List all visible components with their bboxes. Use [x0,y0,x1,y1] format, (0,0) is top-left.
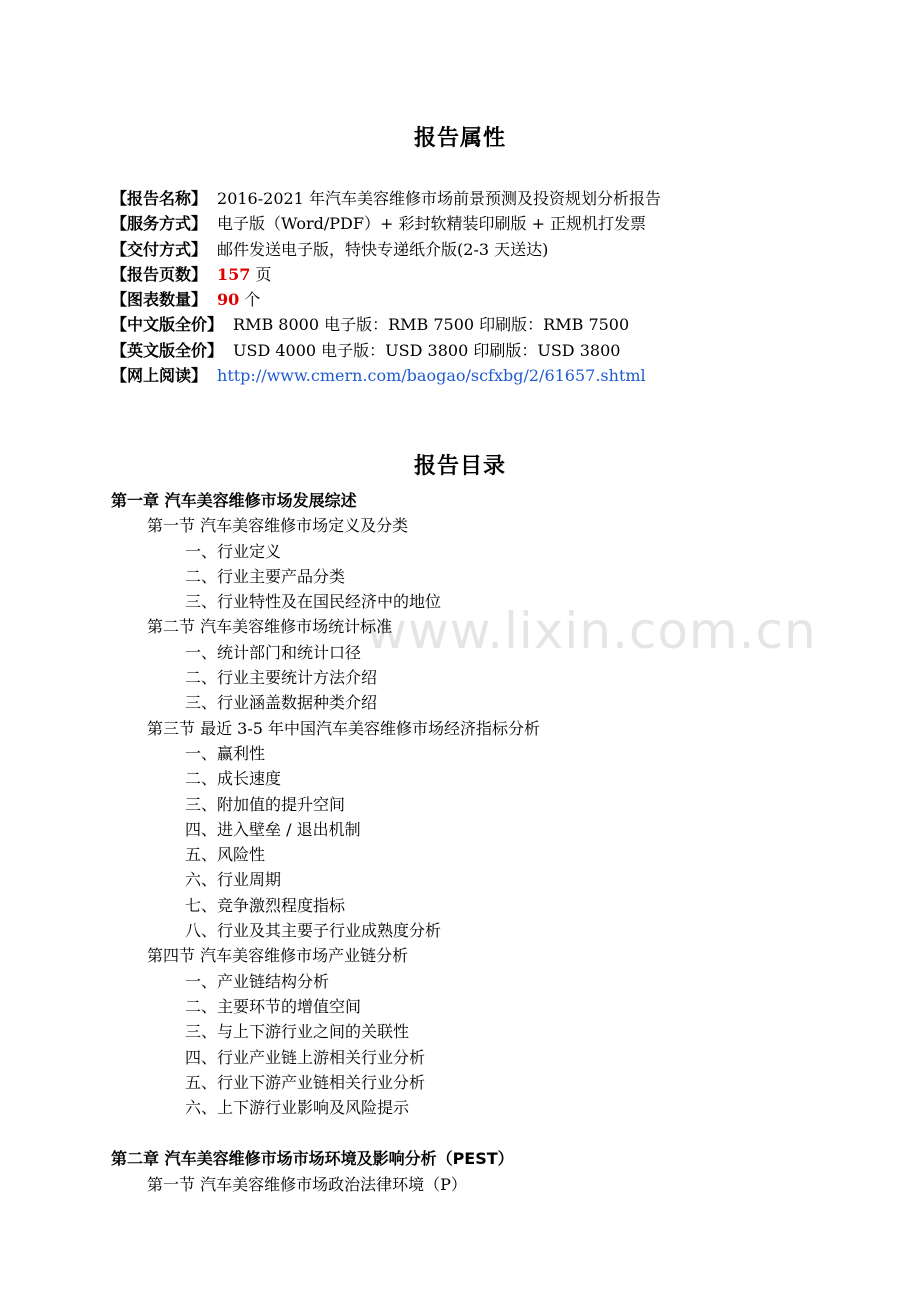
toc-section: 第四节 汽车美容维修市场产业链分析 [147,946,409,966]
chart-count-number: 90 [217,290,240,310]
cn-price-value: RMB 8000 电子版：RMB 7500 印刷版：RMB 7500 [233,315,630,335]
online-link[interactable]: http://www.cmern.com/baogao/scfxbg/2/61657.shtml [217,366,646,386]
report-name-value: 2016-2021 年汽车美容维修市场前景预测及投资规划分析报告 [217,189,661,208]
toc-item: 一、赢利性 [185,743,266,763]
cn-price-label: 【中文版全价】 [111,315,224,335]
watermark: www.lixin.com.cn [366,602,817,660]
toc-item: 五、风险性 [185,845,266,865]
service-mode-row [111,211,661,236]
toc-item: 三、行业特性及在国民经济中的地位 [185,592,442,612]
toc-item: 五、行业下游产业链相关行业分析 [185,1072,426,1092]
delivery-mode-row [111,237,661,262]
service-mode-label: 【服务方式】 [111,214,208,234]
toc-item: 二、成长速度 [185,769,282,789]
toc-item: 一、统计部门和统计口径 [185,642,362,662]
toc-chapter-2: 第二章 汽车美容维修市场市场环境及影响分析（PEST） [111,1149,514,1169]
toc-item: 三、行业涵盖数据种类介绍 [185,693,378,713]
delivery-mode-label: 【交付方式】 [111,239,208,259]
toc-item: 四、行业产业链上游相关行业分析 [185,1047,426,1067]
toc-section: 第一节 汽车美容维修市场政治法律环境（P） [147,1174,467,1194]
toc-item: 一、产业链结构分析 [185,971,330,991]
toc-item: 三、附加值的提升空间 [185,794,346,814]
toc-item: 二、行业主要统计方法介绍 [185,668,378,688]
chart-count-row [111,287,661,312]
toc-item: 三、与上下游行业之间的关联性 [185,1022,410,1042]
toc-section: 第二节 汽车美容维修市场统计标准 [147,617,393,637]
online-label: 【网上阅读】 [111,366,208,386]
report-attributes-title: 报告属性 [413,126,506,151]
service-mode-value: 电子版（Word/PDF）+ 彩封软精装印刷版 + 正规机打发票 [217,214,647,234]
toc-item: 八、行业及其主要子行业成熟度分析 [185,921,442,941]
chapter-spacer [0,1120,920,1146]
report-name-row [111,186,661,211]
report-name-label: 【报告名称】 [111,189,208,208]
toc-item: 六、上下游行业影响及风险提示 [185,1098,410,1118]
table-of-contents [0,488,920,1197]
toc-item: 六、行业周期 [185,870,282,890]
toc-title: 报告目录 [413,454,506,479]
page-count-unit: 页 [255,264,272,284]
en-price-value: USD 4000 电子版：USD 3800 印刷版：USD 3800 [233,340,621,360]
toc-item: 四、进入壁垒 / 退出机制 [185,819,361,839]
online-row [111,363,661,388]
toc-item: 二、主要环节的增值空间 [185,996,362,1016]
chart-count-label: 【图表数量】 [111,290,208,310]
toc-item: 二、行业主要产品分类 [185,566,346,586]
page-count-row [111,262,661,287]
en-price-label: 【英文版全价】 [111,340,224,360]
toc-item: 七、竞争激烈程度指标 [185,895,346,915]
toc-section: 第一节 汽车美容维修市场定义及分类 [147,516,409,536]
delivery-mode-value: 邮件发送电子版，特快专递纸介版(2-3 天送达) [217,239,549,259]
en-price-row [111,338,661,363]
page-count-number: 157 [217,264,251,284]
cn-price-row [111,312,661,337]
toc-chapter-1: 第一章 汽车美容维修市场发展综述 [111,491,357,510]
report-attributes [111,186,661,388]
toc-section: 第三节 最近 3-5 年中国汽车美容维修市场经济指标分析 [147,718,541,738]
page-count-label: 【报告页数】 [111,264,208,284]
toc-item: 一、行业定义 [185,541,282,561]
chart-count-unit: 个 [244,290,261,310]
